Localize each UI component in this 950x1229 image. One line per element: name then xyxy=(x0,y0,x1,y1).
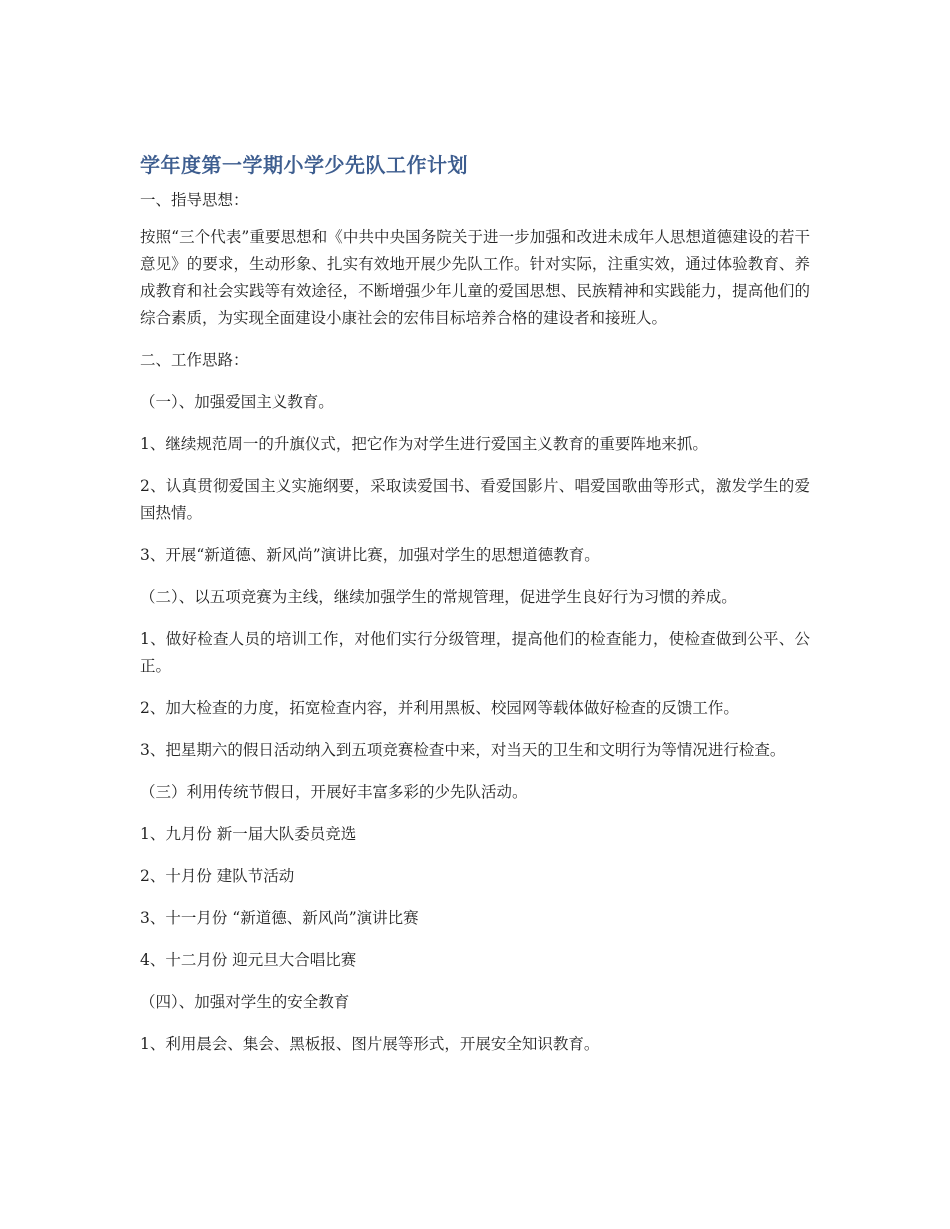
list-item: 2、加大检查的力度，拓宽检查内容，并利用黑板、校园网等载体做好检查的反馈工作。 xyxy=(140,699,739,717)
subheading-five-competitions: （二）、以五项竞赛为主线，继续加强学生的常规管理，促进学生良好行为习惯的养成。 xyxy=(140,588,737,606)
list-item: 1、做好检查人员的培训工作，对他们实行分级管理，提高他们的检查能力，使检查做到公平、公正。 xyxy=(140,630,810,675)
subheading-safety-education: （四）、加强对学生的安全教育 xyxy=(140,993,350,1011)
section-heading-work-approach: 二、工作思路： xyxy=(140,351,249,369)
list-item: 3、把星期六的假日活动纳入到五项竞赛检查中来，对当天的卫生和文明行为等情况进行检查。 xyxy=(140,741,786,759)
list-item: 2、认真贯彻爱国主义实施纲要，采取读爱国书、看爱国影片、唱爱国歌曲等形式，激发学生的爱国热情。 xyxy=(140,477,810,522)
section-heading-guiding-thought: 一、指导思想： xyxy=(140,191,249,209)
subheading-festival-activities: （三）利用传统节假日，开展好丰富多彩的少先队活动。 xyxy=(140,783,528,801)
paragraph-guiding-thought: 按照“三个代表”重要思想和《中共中央国务院关于进一步加强和改进未成年人思想道德建设的若干意见》的要求，生动形象、扎实有效地开展少先队工作。针对实际，注重实效，通过体验教育、养成教育和社会实践等有效途径，不断增强少年儿童的爱国思想、民族精神和实践能力，提高他们的综合素质，为实现全面建设小康社会的宏伟目标培养合格的建设者和接班人。 xyxy=(140,228,810,327)
list-item: 3、十一月份 “新道德、新风尚”演讲比赛 xyxy=(140,909,419,927)
list-item: 2、十月份 建队节活动 xyxy=(140,867,295,885)
list-item: 1、九月份 新一届大队委员竞选 xyxy=(140,825,357,843)
list-item: 3、开展“新道德、新风尚”演讲比赛，加强对学生的思想道德教育。 xyxy=(140,546,600,564)
subheading-patriotic-education: （一）、加强爱国主义教育。 xyxy=(140,393,334,411)
document-page xyxy=(140,150,810,1073)
list-item: 4、十二月份 迎元旦大合唱比赛 xyxy=(140,951,357,969)
document-title: 学年度第一学期小学少先队工作计划 xyxy=(140,153,468,177)
list-item: 1、利用晨会、集会、黑板报、图片展等形式，开展安全知识教育。 xyxy=(140,1035,600,1053)
list-item: 1、继续规范周一的升旗仪式，把它作为对学生进行爱国主义教育的重要阵地来抓。 xyxy=(140,435,708,453)
